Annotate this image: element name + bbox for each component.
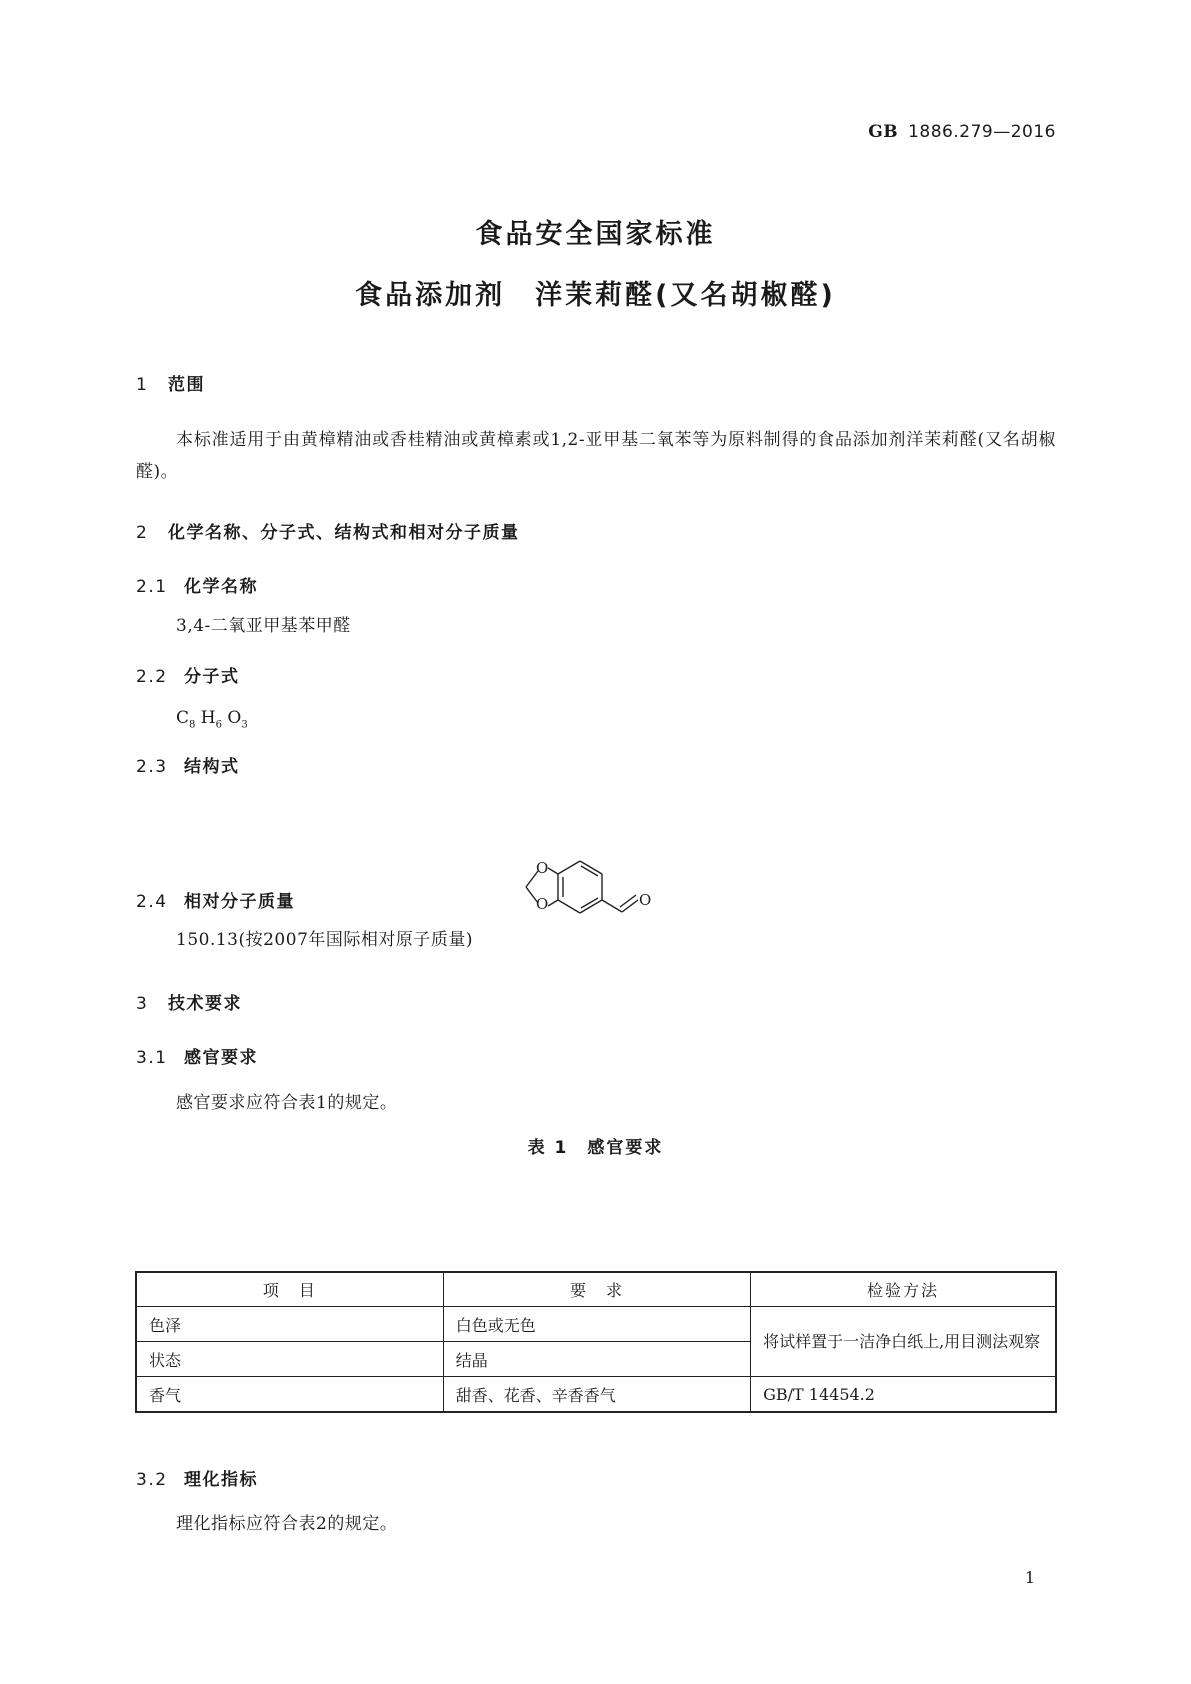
sensory-intro: 感官要求应符合表1的规定。: [176, 1093, 398, 1113]
section-2-4-heading: [136, 887, 295, 912]
table-header-cell: 检验方法: [751, 1272, 1056, 1307]
section-2-3-heading: [136, 752, 240, 777]
scope-paragraph: 本标准适用于由黄樟精油或香桂精油或黄樟素或1,2-亚甲基二氧苯等为原料制得的食品添加剂洋茉莉醛(又名胡椒醛)。: [136, 430, 1056, 482]
sensory-requirements-table: [135, 1271, 1057, 1413]
section-3-1-heading: [136, 1043, 258, 1068]
section-title: 范围: [168, 375, 205, 395]
section-2-1-heading: [136, 572, 258, 597]
section-title: 相对分子质量: [184, 892, 295, 912]
standard-code: [868, 122, 1056, 142]
table-header-cell: 项 目: [136, 1272, 443, 1307]
page-number: 1: [1024, 1568, 1035, 1587]
section-title: 分子式: [184, 667, 240, 687]
section-title: 结构式: [184, 757, 240, 777]
section-number: 1: [136, 375, 149, 395]
table-cell: GB/T 14454.2: [751, 1377, 1056, 1413]
table-cell: 结晶: [443, 1342, 750, 1377]
table-cell: 香气: [136, 1377, 443, 1413]
section-title: 化学名称: [184, 577, 258, 597]
section-1-heading: [136, 370, 205, 395]
section-number: 3.1: [136, 1048, 168, 1068]
table-header-cell: 要 求: [443, 1272, 750, 1307]
atom-label: O: [536, 859, 549, 877]
atom-label: O: [536, 895, 549, 913]
section-number: 2.3: [136, 757, 168, 777]
section-title: 感官要求: [184, 1048, 258, 1068]
section-number: 2: [136, 523, 149, 543]
section-title: 理化指标: [184, 1470, 258, 1490]
document-subtitle: 食品添加剂 洋茉莉醛(又名胡椒醛): [355, 280, 836, 311]
section-number: 2.2: [136, 667, 168, 687]
molecular-formula: $C_8$ $H_6$ $O_3$: [176, 708, 248, 731]
table-cell: 状态: [136, 1342, 443, 1377]
section-title: 技术要求: [168, 994, 242, 1014]
molecular-mass: 150.13(按2007年国际相对原子质量): [176, 930, 474, 950]
atom-label: O: [639, 891, 652, 909]
section-2-2-heading: [136, 662, 240, 687]
document-title: 食品安全国家标准: [475, 219, 716, 250]
table-header-row: [136, 1272, 1056, 1307]
table-cell: 色泽: [136, 1307, 443, 1342]
table-cell: 白色或无色: [443, 1307, 750, 1342]
table-cell: 甜香、花香、辛香香气: [443, 1377, 750, 1413]
section-number: 3.2: [136, 1470, 168, 1490]
standard-prefix: GB: [868, 122, 899, 142]
section-3-2-heading: [136, 1465, 258, 1490]
section-number: 2.1: [136, 577, 168, 597]
standard-number: 1886.279—2016: [908, 122, 1056, 142]
section-number: 2.4: [136, 892, 168, 912]
section-2-heading: [136, 518, 520, 543]
table-row: [136, 1377, 1056, 1413]
table-cell: 将试样置于一洁净白纸上,用目测法观察: [751, 1307, 1056, 1377]
table-1-caption: 表 1 感官要求: [527, 1138, 664, 1158]
chemical-name: 3,4-二氧亚甲基苯甲醛: [176, 616, 351, 636]
section-title: 化学名称、分子式、结构式和相对分子质量: [168, 523, 520, 543]
section-3-heading: [136, 989, 242, 1014]
section-number: 3: [136, 994, 149, 1014]
table-row: [136, 1307, 1056, 1342]
structural-formula: [510, 852, 680, 932]
physchem-intro: 理化指标应符合表2的规定。: [176, 1514, 398, 1534]
